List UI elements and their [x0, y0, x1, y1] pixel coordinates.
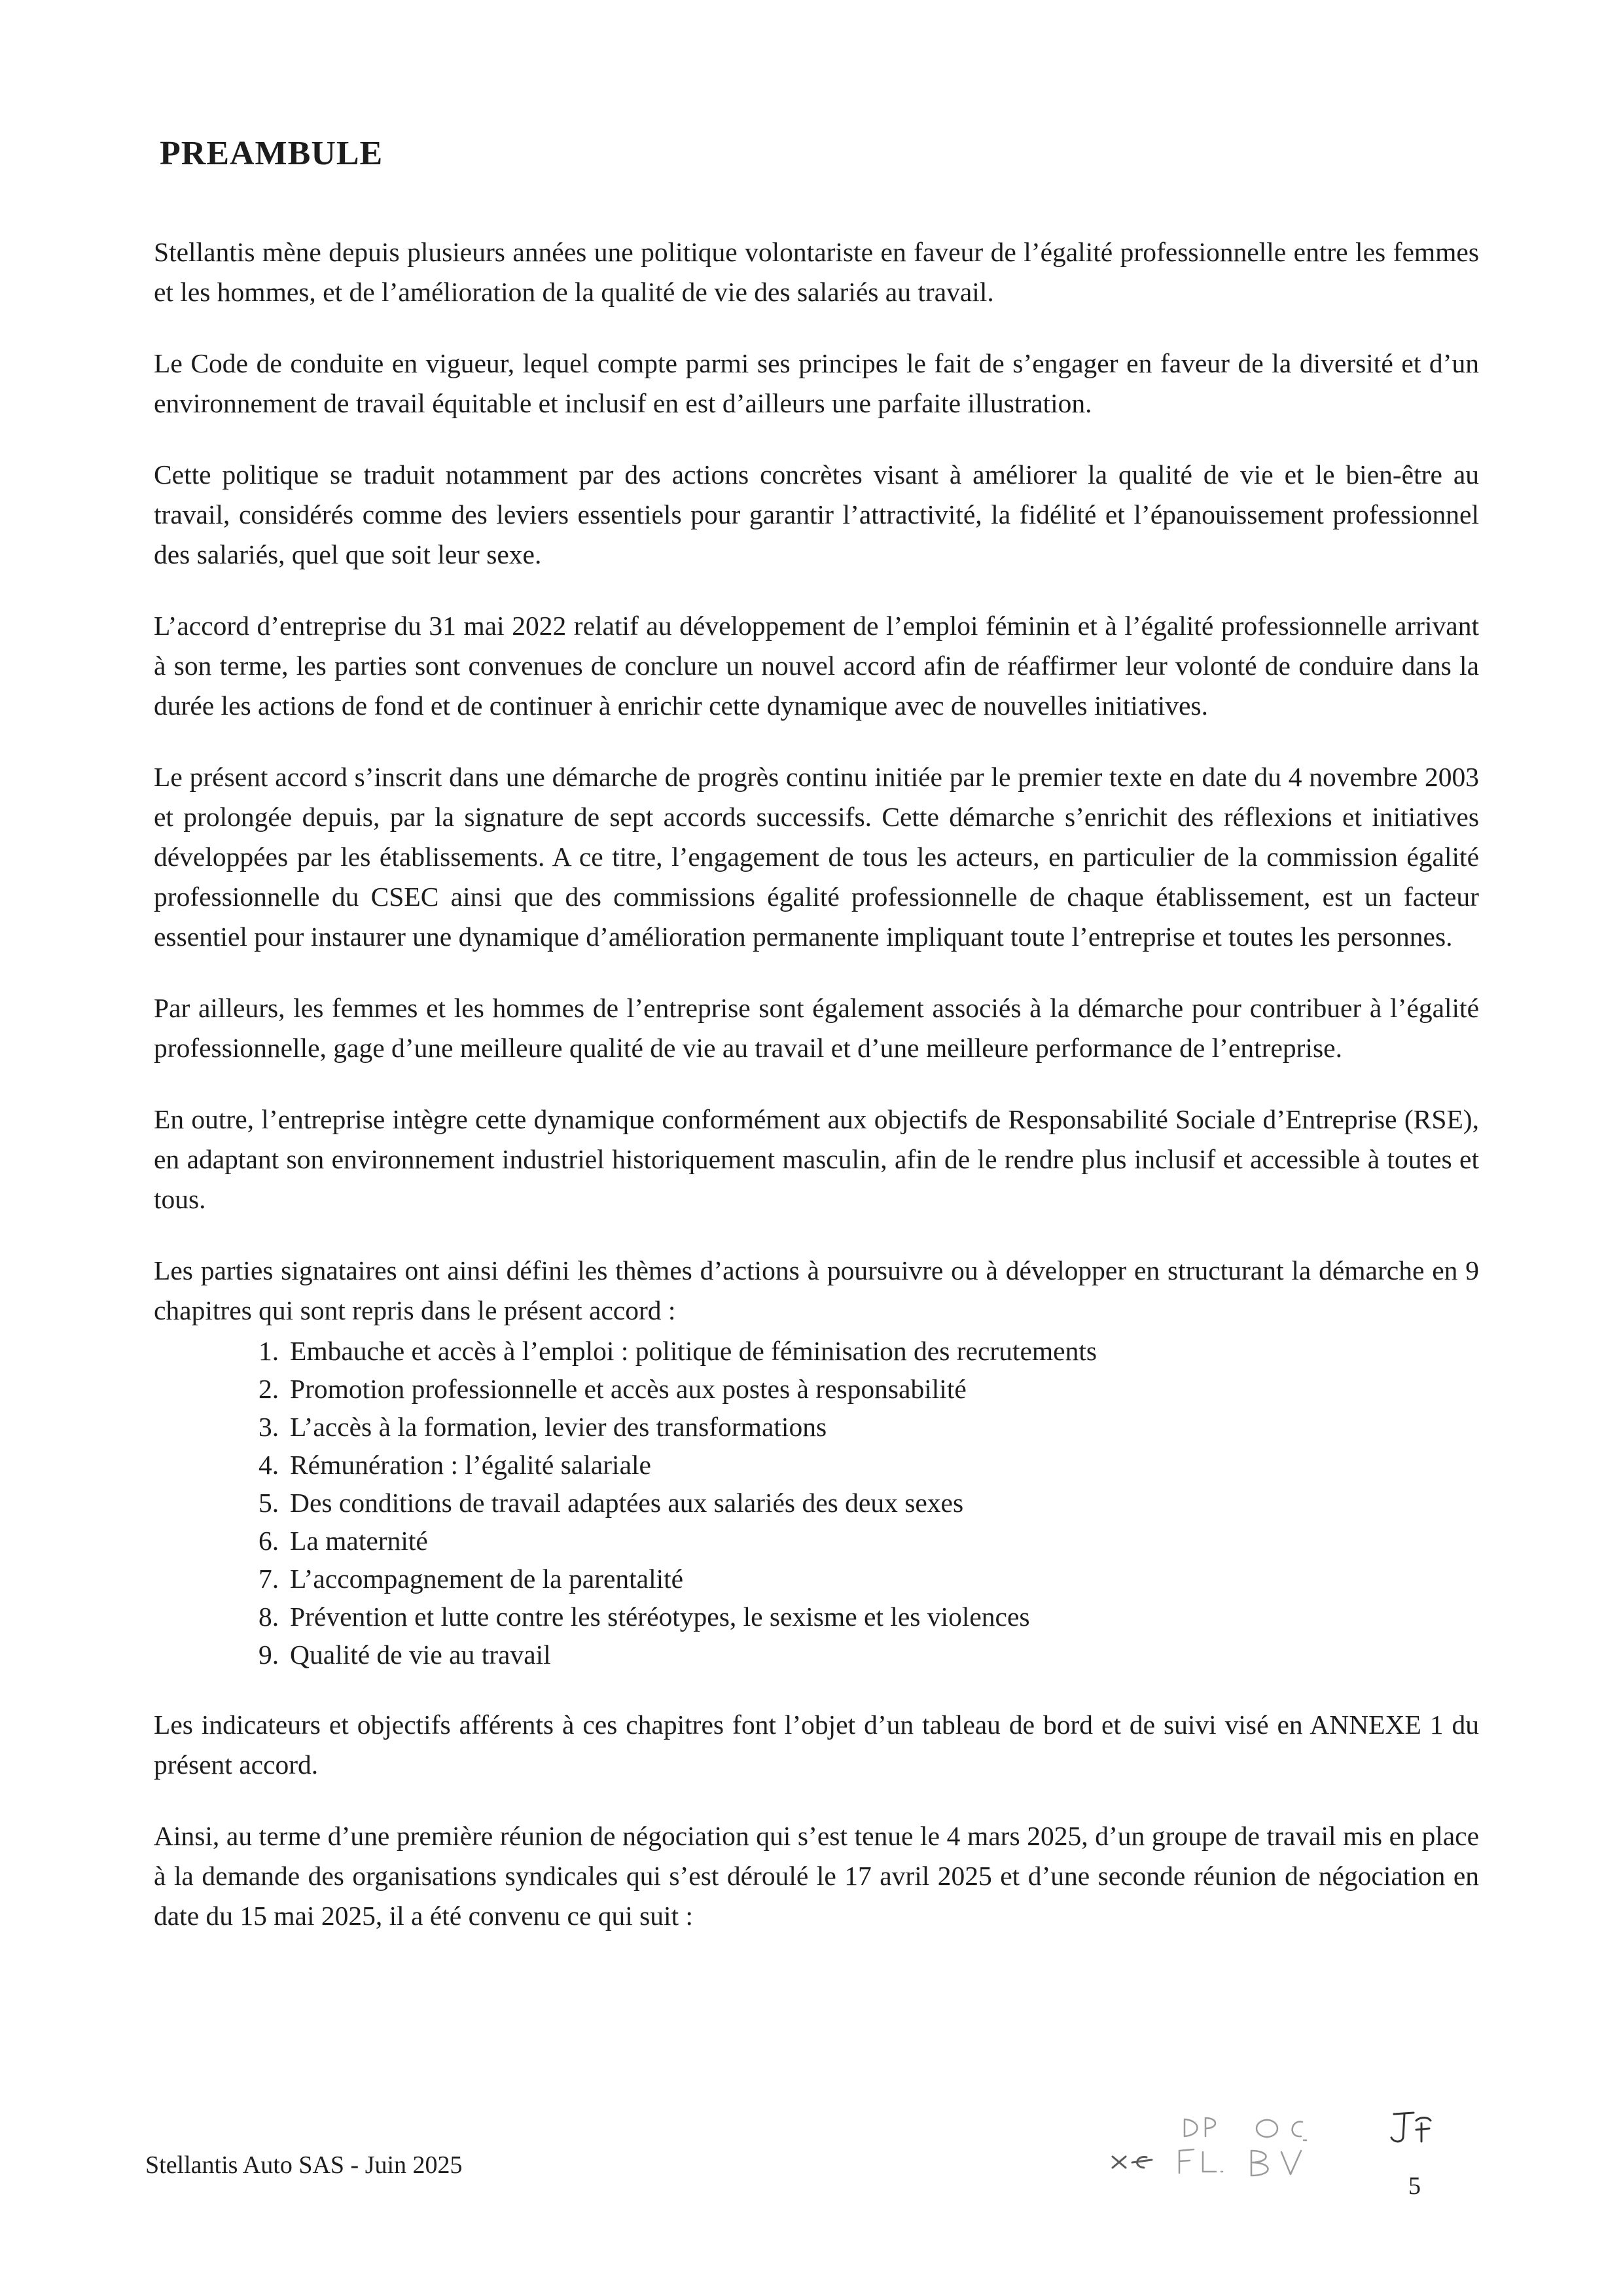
paragraph: Les parties signataires ont ainsi défini les thèmes d’actions à poursuivre ou à développer en structurant la démarche en 9 chapitres qui sont repris dans le présent accord :	[154, 1255, 1479, 1325]
list-number: 5.	[259, 1488, 279, 1518]
list-text: L’accès à la formation, levier des transformations	[290, 1412, 827, 1442]
initials-fl	[1179, 2149, 1222, 2173]
initials-oc	[1257, 2120, 1306, 2140]
list-item	[259, 1522, 1479, 1560]
initials-dp	[1185, 2118, 1215, 2136]
list-number: 2.	[259, 1374, 279, 1404]
list-item	[259, 1484, 1479, 1522]
list-text: La maternité	[290, 1526, 428, 1556]
paragraph: Les indicateurs et objectifs afférents à ces chapitres font l’objet d’un tableau de bord et de suivi visé en ANNEXE 1 du présent accord.	[154, 1710, 1479, 1780]
list-item	[259, 1446, 1479, 1484]
list-text: L’accompagnement de la parentalité	[290, 1564, 684, 1594]
list-text: Prévention et lutte contre les stéréotypes, le sexisme et les violences	[290, 1602, 1030, 1632]
page-title: PREAMBULE	[160, 135, 383, 172]
paragraph: Ainsi, au terme d’une première réunion de négociation qui s’est tenue le 4 mars 2025, d’un groupe de travail mis en place à la demande des organisations syndicales qui s’est déroulé le 17 avril 2025 et d’une seconde réunion de négociation en date du 15 mai 2025, il a été convenu ce qui suit :	[154, 1821, 1479, 1931]
chapter-list	[154, 1332, 1479, 1674]
list-text: Promotion professionnelle et accès aux postes à responsabilité	[290, 1374, 967, 1404]
list-number: 7.	[259, 1564, 279, 1594]
list-item	[259, 1408, 1479, 1446]
paragraph: Le présent accord s’inscrit dans une démarche de progrès continu initiée par le premier texte en date du 4 novembre 2003 et prolongée depuis, par la signature de sept accords successifs. Cette démarche s’enrichit des réflexions et initiatives développées par les établissements. A ce titre, l’engagement de tous les acteurs, en particulier de la commission égalité professionnelle du CSEC ainsi que des commissions égalité professionnelle de chaque établissement, est un facteur essentiel pour instaurer une dynamique d’amélioration permanente impliquant toute l’entreprise et toutes les personnes.	[154, 762, 1479, 952]
list-item	[259, 1636, 1479, 1674]
initials-jf	[1391, 2113, 1431, 2142]
list-number: 6.	[259, 1526, 279, 1556]
list-text: Embauche et accès à l’emploi : politique de féminisation des recrutements	[290, 1336, 1097, 1366]
list-number: 1.	[259, 1336, 279, 1366]
handwritten-initials	[1106, 2094, 1446, 2193]
paragraph: Par ailleurs, les femmes et les hommes de l’entreprise sont également associés à la démarche pour contribuer à l’égalité professionnelle, gage d’une meilleure qualité de vie au travail et d’une meilleure performance de l’entreprise.	[154, 993, 1479, 1063]
list-number: 3.	[259, 1412, 279, 1442]
paragraph: L’accord d’entreprise du 31 mai 2022 relatif au développement de l’emploi féminin et à l’égalité professionnelle arrivant à son terme, les parties sont convenues de conclure un nouvel accord afin de réaffirmer leur volonté de conduire dans la durée les actions de fond et de continuer à enrichir cette dynamique avec de nouvelles initiatives.	[154, 611, 1479, 721]
page-number: 5	[1408, 2172, 1421, 2200]
list-number: 4.	[259, 1450, 279, 1480]
paragraph: Cette politique se traduit notamment par des actions concrètes visant à améliorer la qualité de vie et le bien-être au travail, considérés comme des leviers essentiels pour garantir l’attractivité, la fidélité et l’épanouissement professionnel des salariés, quel que soit leur sexe.	[154, 459, 1479, 569]
list-text: Des conditions de travail adaptées aux salariés des deux sexes	[290, 1488, 964, 1518]
initials-xc	[1113, 2157, 1152, 2168]
list-item	[259, 1560, 1479, 1598]
initials-bv	[1251, 2151, 1301, 2176]
list-text: Rémunération : l’égalité salariale	[290, 1450, 651, 1480]
paragraph: Le Code de conduite en vigueur, lequel compte parmi ses principes le fait de s’engager en faveur de la diversité et d’un environnement de travail équitable et inclusif en est d’ailleurs une parfaite illustration.	[154, 348, 1479, 418]
list-item	[259, 1598, 1479, 1636]
document-body	[154, 232, 1479, 1967]
list-item	[259, 1332, 1479, 1370]
list-item	[259, 1370, 1479, 1408]
list-text: Qualité de vie au travail	[290, 1640, 551, 1670]
paragraph: En outre, l’entreprise intègre cette dynamique conformément aux objectifs de Responsabilité Sociale d’Entreprise (RSE), en adaptant son environnement industriel historiquement masculin, afin de le rendre plus inclusif et accessible à toutes et tous.	[154, 1104, 1479, 1214]
footer-company-date: Stellantis Auto SAS - Juin 2025	[145, 2151, 463, 2179]
paragraph: Stellantis mène depuis plusieurs années une politique volontariste en faveur de l’égalité professionnelle entre les femmes et les hommes, et de l’amélioration de la qualité de vie des salariés au travail.	[154, 237, 1479, 307]
list-number: 8.	[259, 1602, 279, 1632]
list-number: 9.	[259, 1640, 279, 1670]
